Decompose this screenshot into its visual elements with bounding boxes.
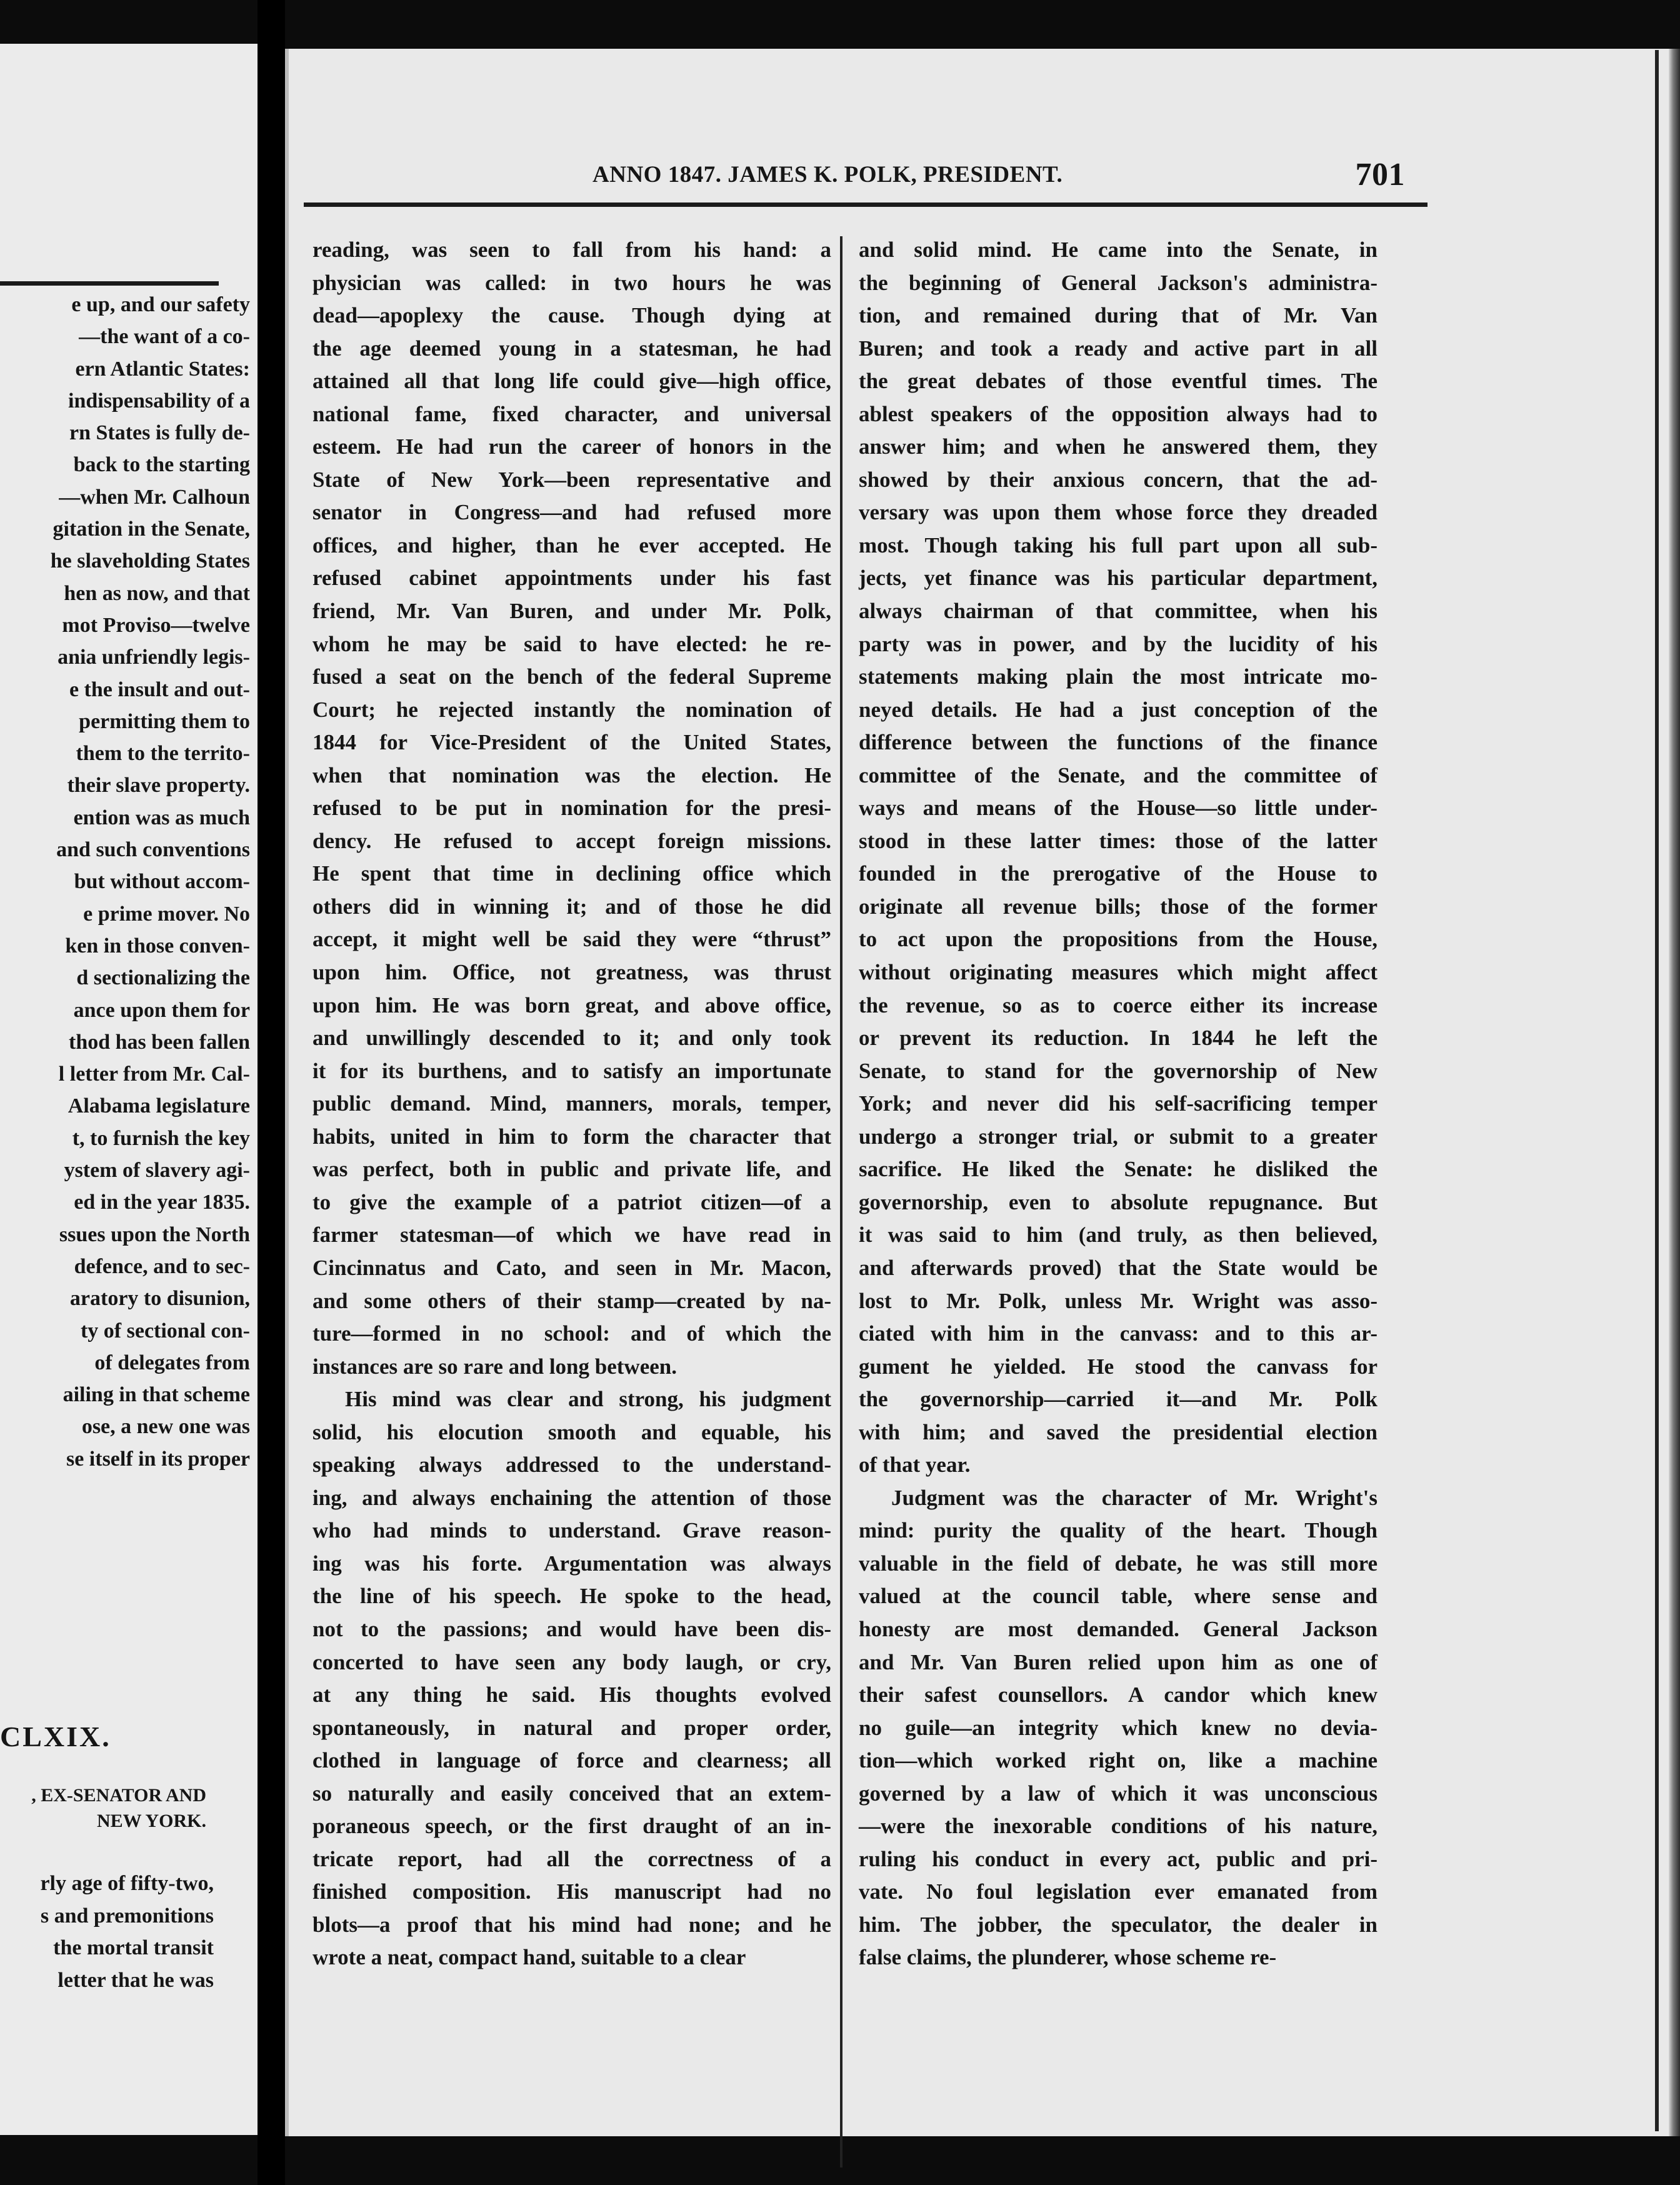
left-page-line: s and premonitions — [40, 1904, 214, 1928]
left-page-line: ed in the year 1835. — [74, 1191, 250, 1214]
header-rule — [304, 202, 1428, 207]
page-701 — [285, 49, 1680, 2136]
left-page-line: mot Proviso—twelve — [62, 613, 250, 637]
left-page-text-bottom — [0, 1868, 214, 1996]
left-page-line: ention was as much — [73, 806, 250, 829]
text-line: farmer statesman—of which we have read in — [312, 1222, 831, 1248]
left-page-line: defence, and to sec- — [74, 1254, 250, 1278]
text-line: committee of the Senate, and the committee of — [859, 762, 1378, 788]
text-line: at any thing he said. His thoughts evolved — [312, 1682, 831, 1708]
left-page-line: but without accom- — [74, 870, 250, 894]
left-page-chapter-subheading — [0, 1782, 206, 1834]
text-line: reading, was seen to fall from his hand: a — [312, 238, 831, 262]
left-page-line: permitting them to — [79, 709, 250, 733]
text-line: was perfect, both in public and private life, and — [312, 1157, 831, 1182]
text-line: jects, yet finance was his particular department, — [859, 566, 1378, 591]
text-line: ciated with him in the canvass: and to this ar- — [859, 1321, 1378, 1346]
text-line: tricate report, had all the correctness of a — [312, 1846, 831, 1871]
text-line: sacrifice. He liked the Senate: he disliked the — [859, 1157, 1378, 1182]
left-page-line: hen as now, and that — [64, 581, 250, 605]
left-page-line: and such conventions — [56, 838, 250, 862]
text-line: Cincinnatus and Cato, and seen in Mr. Macon, — [312, 1255, 831, 1280]
text-column-right — [859, 234, 1378, 1974]
text-line: habits, united in him to form the character that — [312, 1124, 831, 1149]
text-column-left — [312, 234, 831, 1974]
text-line: spontaneously, in natural and proper order, — [312, 1715, 831, 1740]
text-line: the great debates of those eventful times. The — [859, 369, 1378, 394]
text-line: public demand. Mind, manners, morals, temper, — [312, 1091, 831, 1116]
text-line: the beginning of General Jackson's administra- — [859, 270, 1378, 295]
text-line: most. Though taking his full part upon all sub- — [859, 532, 1378, 558]
text-line: tion, and remained during that of Mr. Van — [859, 303, 1378, 328]
text-line: others did in winning it; and of those he did — [312, 894, 831, 919]
text-line: York; and never did his self-sacrificing temper — [859, 1091, 1378, 1116]
left-page-line: rly age of fifty-two, — [40, 1872, 214, 1895]
text-line: ing was his forte. Argumentation was always — [312, 1551, 831, 1576]
text-line: him. The jobber, the speculator, the dealer in — [859, 1912, 1378, 1937]
text-line: speaking always addressed to the understand- — [312, 1452, 831, 1478]
text-line: the revenue, so as to coerce either its increase — [859, 992, 1378, 1018]
left-page-line: ken in those conven- — [65, 934, 250, 958]
text-line: ing, and always enchaining the attention of those — [312, 1485, 831, 1510]
text-line: with him; and saved the presidential election — [859, 1419, 1378, 1444]
text-line: wrote a neat, compact hand, suitable to a clear — [312, 1945, 746, 1970]
text-line: always chairman of that committee, when his — [859, 599, 1378, 624]
left-page-line: —when Mr. Calhoun — [59, 485, 250, 509]
left-page-header-rule — [0, 281, 219, 286]
text-line: statements making plain the most intricate mo- — [859, 664, 1378, 689]
text-line: of that year. — [859, 1452, 971, 1478]
left-page-line: e up, and our safety — [71, 293, 250, 316]
text-line: no guile—an integrity which knew no devia- — [859, 1715, 1378, 1740]
text-line: or prevent its reduction. In 1844 he left the — [859, 1026, 1378, 1051]
text-line: 1844 for Vice-President of the United States, — [312, 730, 831, 755]
text-line: when that nomination was the election. He — [312, 762, 831, 788]
text-line: honesty are most demanded. General Jackson — [859, 1616, 1378, 1641]
text-line: senator in Congress—and had refused more — [312, 500, 831, 525]
text-line: valuable in the field of debate, he was still more — [859, 1551, 1378, 1576]
book-right-edge — [1669, 49, 1680, 2136]
text-line: not to the passions; and would have been dis- — [312, 1616, 831, 1641]
text-line: without originating measures which might affect — [859, 960, 1378, 985]
text-line: to act upon the propositions from the House, — [859, 927, 1378, 952]
text-line: tion—which worked right on, like a machine — [859, 1748, 1378, 1773]
text-line: to give the example of a patriot citizen—of a — [312, 1189, 831, 1214]
text-line: physician was called: in two hours he was — [312, 270, 831, 295]
text-line: and solid mind. He came into the Senate, in — [859, 238, 1378, 262]
text-line: refused to be put in nomination for the presi- — [312, 796, 831, 821]
text-line: the governorship—carried it—and Mr. Polk — [859, 1387, 1378, 1412]
text-line: undergo a stronger trial, or submit to a greater — [859, 1124, 1378, 1149]
left-page-line: them to the territo- — [76, 742, 250, 766]
left-page-line: indispensability of a — [68, 389, 250, 412]
text-line: answer him; and when he answered them, they — [859, 434, 1378, 459]
text-line: lost to Mr. Polk, unless Mr. Wright was asso- — [859, 1288, 1378, 1313]
text-line: the line of his speech. He spoke to the head, — [312, 1584, 831, 1609]
text-line: refused cabinet appointments under his fast — [312, 566, 831, 591]
text-line: finished composition. His manuscript had no — [312, 1879, 831, 1904]
text-line: and afterwards proved) that the State would be — [859, 1255, 1378, 1280]
text-line: national fame, fixed character, and universal — [312, 401, 831, 426]
text-line: party was in power, and by the lucidity of his — [859, 631, 1378, 656]
left-page-line: t, to furnish the key — [72, 1126, 250, 1150]
left-page-line: back to the starting — [73, 453, 250, 477]
book-gutter — [258, 0, 285, 2185]
text-line: whom he may be said to have elected: he re- — [312, 631, 831, 656]
text-line: originate all revenue bills; those of the former — [859, 894, 1378, 919]
text-line: versary was upon them whose force they dreaded — [859, 500, 1378, 525]
left-page-line: of delegates from — [94, 1351, 250, 1374]
left-page-line: e the insult and out- — [69, 678, 250, 701]
text-line: offices, and higher, than he ever accepted. He — [312, 532, 831, 558]
text-line: showed by their anxious concern, that the ad- — [859, 467, 1378, 492]
left-page-line: thod has been fallen — [69, 1030, 250, 1054]
text-line: ture—formed in no school: and of which the — [312, 1321, 831, 1346]
text-line: and Mr. Van Buren relied upon him as one of — [859, 1649, 1378, 1674]
left-page-line: ose, a new one was — [81, 1415, 250, 1439]
left-page-line: ssues upon the North — [59, 1222, 250, 1246]
text-line: so naturally and easily conceived that an extem- — [312, 1781, 831, 1806]
text-line: ruling his conduct in every act, public and pri- — [859, 1846, 1378, 1871]
running-head — [592, 157, 1405, 196]
left-page-line: the mortal transit — [53, 1936, 214, 1959]
text-line: Court; he rejected instantly the nomination of — [312, 697, 831, 722]
text-line: upon him. He was born great, and above office, — [312, 992, 831, 1018]
left-page-line: l letter from Mr. Cal- — [58, 1062, 250, 1086]
text-line: He spent that time in declining office which — [312, 861, 831, 886]
text-line: ablest speakers of the opposition always had to — [859, 401, 1378, 426]
left-page-line: e prime mover. No — [83, 902, 250, 926]
left-page-line: their slave property. — [67, 774, 250, 798]
text-line: and unwillingly descended to it; and only took — [312, 1026, 831, 1051]
text-line: gument he yielded. He stood the canvass for — [859, 1354, 1378, 1379]
left-page-line: ern Atlantic States: — [75, 357, 250, 381]
text-line: neyed details. He had a just conception of the — [859, 697, 1378, 722]
text-line: stood in these latter times: those of the latter — [859, 828, 1378, 853]
left-page-line: ailing in that scheme — [62, 1383, 250, 1407]
text-line: State of New York—been representative and — [312, 467, 831, 492]
text-line: friend, Mr. Van Buren, and under Mr. Polk, — [312, 599, 831, 624]
text-line: it for its burthens, and to satisfy an importunate — [312, 1058, 831, 1083]
text-line: and some others of their stamp—created by na- — [312, 1288, 831, 1313]
text-line: —were the inexorable conditions of his nature, — [859, 1814, 1378, 1839]
text-line: mind: purity the quality of the heart. Though — [859, 1518, 1378, 1543]
text-line: Senate, to stand for the governorship of New — [859, 1058, 1378, 1083]
page-edge-line — [1655, 50, 1659, 2131]
left-page-line: ty of sectional con- — [80, 1319, 250, 1342]
left-page-line: —the want of a co- — [79, 325, 250, 349]
left-page-line: aratory to disunion, — [69, 1287, 250, 1311]
left-page-subheading-line: NEW YORK. — [96, 1811, 206, 1831]
text-line: attained all that long life could give—high office, — [312, 369, 831, 394]
text-line: it was said to him (and truly, as then believed, — [859, 1222, 1378, 1248]
left-page-line: gitation in the Senate, — [52, 518, 250, 541]
left-page-line: letter that he was — [58, 1968, 214, 1992]
page-number: 701 — [1355, 157, 1405, 192]
left-page-line: he slaveholding States — [50, 549, 250, 573]
text-line: His mind was clear and strong, his judgment — [345, 1387, 831, 1412]
running-head-title: ANNO 1847. JAMES K. POLK, PRESIDENT. — [592, 162, 1063, 188]
text-line: accept, it might well be said they were “thrust” — [312, 927, 831, 952]
left-page-line: ystem of slavery agi- — [64, 1159, 250, 1182]
text-line: valued at the council table, where sense and — [859, 1584, 1378, 1609]
text-line: fused a seat on the bench of the federal Supreme — [312, 664, 831, 689]
text-line: governorship, even to absolute repugnance. But — [859, 1189, 1378, 1214]
text-line: vate. No foul legislation ever emanated from — [859, 1879, 1378, 1904]
text-line: solid, his elocution smooth and equable, his — [312, 1419, 831, 1444]
left-page-chapter-heading: CLXIX. — [0, 1721, 111, 1752]
text-line: false claims, the plunderer, whose scheme re- — [859, 1945, 1277, 1970]
text-line: esteem. He had run the career of honors in the — [312, 434, 831, 459]
text-line: upon him. Office, not greatness, was thrust — [312, 960, 831, 985]
text-line: Judgment was the character of Mr. Wright's — [891, 1485, 1378, 1510]
text-line: clothed in language of force and clearness; all — [312, 1748, 831, 1773]
text-line: poraneous speech, or the first draught of an in- — [312, 1814, 831, 1839]
left-page-line: se itself in its proper — [66, 1447, 250, 1471]
text-line: Buren; and took a ready and active part in all — [859, 336, 1378, 361]
left-page-subheading-line: , EX-SENATOR AND — [31, 1785, 206, 1806]
left-page-line: rn States is fully de- — [69, 421, 250, 445]
text-line: blots—a proof that his mind had none; and he — [312, 1912, 831, 1937]
text-line: who had minds to understand. Grave reason- — [312, 1518, 831, 1543]
text-line: dency. He refused to accept foreign missions. — [312, 828, 831, 853]
text-line: difference between the functions of the finance — [859, 730, 1378, 755]
text-line: founded in the prerogative of the House to — [859, 861, 1378, 886]
facing-page-left — [0, 44, 258, 2135]
column-divider — [840, 236, 842, 2168]
left-page-line: d sectionalizing the — [76, 966, 250, 990]
left-page-line: ance upon them for — [73, 998, 250, 1022]
text-line: ways and means of the House—so little under- — [859, 796, 1378, 821]
text-line: the age deemed young in a statesman, he had — [312, 336, 831, 361]
left-page-line: ania unfriendly legis- — [58, 646, 250, 669]
text-line: governed by a law of which it was unconscious — [859, 1781, 1378, 1806]
left-page-text-top — [0, 289, 250, 1475]
left-page-line: Alabama legislature — [68, 1094, 250, 1118]
text-line: concerted to have seen any body laugh, or cry, — [312, 1649, 831, 1674]
text-line: their safest counsellors. A candor which knew — [859, 1682, 1378, 1708]
text-line: instances are so rare and long between. — [312, 1354, 677, 1379]
text-line: dead—apoplexy the cause. Though dying at — [312, 303, 831, 328]
